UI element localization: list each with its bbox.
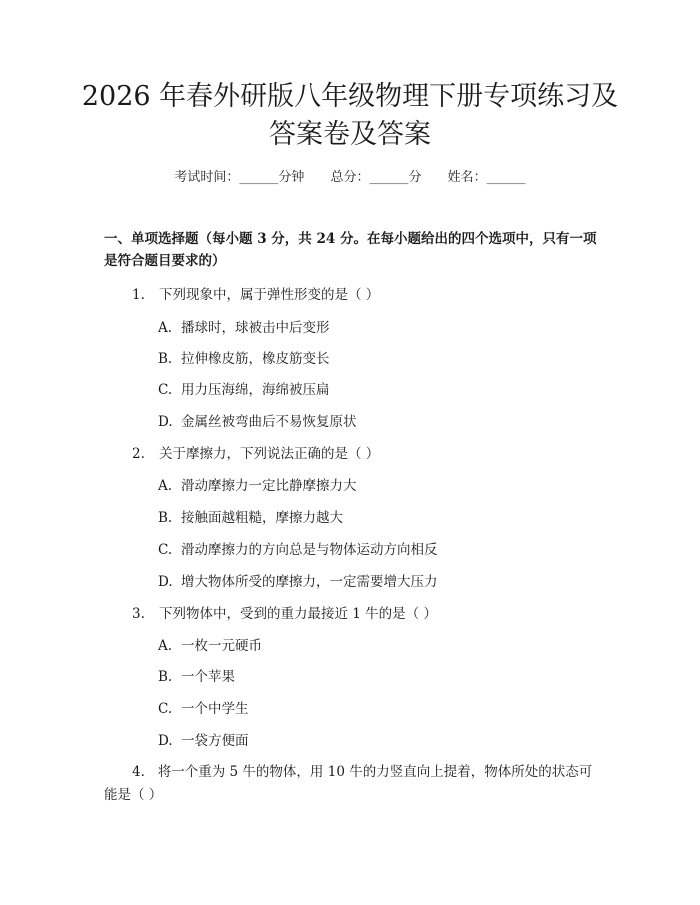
option-text: 增大物体所受的摩擦力，一定需要增大压力 — [181, 574, 438, 590]
question — [132, 602, 437, 622]
option-letter: D. — [158, 733, 173, 749]
option — [158, 347, 330, 367]
option — [158, 538, 438, 558]
score-unit: 分 — [408, 170, 422, 185]
section-heading: 一、单项选择题（每小题 3 分，共 24 分。在每小题给出的四个选项中，只有一项是符合题目要求的） — [104, 231, 597, 269]
question-number: 3. — [132, 606, 145, 622]
option — [158, 697, 249, 717]
option — [158, 634, 262, 654]
option-letter: B. — [158, 510, 173, 526]
option — [158, 729, 249, 749]
option-letter: C. — [158, 542, 173, 558]
time-label: 考试时间： — [174, 170, 240, 185]
option-letter: A. — [158, 320, 173, 336]
question — [132, 442, 379, 462]
option-text: 滑动摩擦力的方向总是与物体运动方向相反 — [181, 542, 438, 558]
option-letter: C. — [158, 382, 173, 398]
option-text: 一个苹果 — [181, 669, 235, 685]
question-number: 2. — [132, 446, 145, 462]
score-label: 总分： — [330, 170, 370, 185]
question-text: 关于摩擦力，下列说法正确的是（ ） — [159, 446, 380, 462]
option-text: 一个中学生 — [181, 701, 249, 717]
option-letter: D. — [158, 574, 173, 590]
option — [158, 378, 330, 398]
option-letter: B. — [158, 669, 173, 685]
question — [104, 761, 600, 807]
title-line-2: 答案卷及答案 — [269, 119, 431, 150]
option-text: 接触面越粗糙，摩擦力越大 — [181, 510, 343, 526]
title-line-1: 2026 年春外研版八年级物理下册专项练习及 — [81, 81, 619, 112]
question-number: 4. — [132, 764, 145, 780]
option-letter: D. — [158, 414, 173, 430]
option — [158, 570, 438, 590]
name-label: 姓名： — [447, 170, 487, 185]
option-text: 滑动摩擦力一定比静摩擦力大 — [181, 478, 357, 494]
option-text: 播球时，球被击中后变形 — [181, 320, 330, 336]
time-unit: 分钟 — [278, 170, 305, 185]
question-text: 将一个重为 5 牛的物体，用 10 牛的力竖直向上提着，物体所处的状态可能是（ ） — [104, 764, 593, 803]
document-title — [0, 78, 700, 154]
question-text: 下列物体中，受到的重力最接近 1 牛的是（ ） — [159, 606, 437, 622]
option-text: 用力压海绵，海绵被压扁 — [181, 382, 330, 398]
option — [158, 506, 343, 526]
score-blank: ______ — [369, 170, 409, 185]
name-blank: ______ — [486, 170, 526, 185]
question-text: 下列现象中，属于弹性形变的是（ ） — [159, 287, 380, 303]
option-letter: A. — [158, 478, 173, 494]
exam-info — [0, 166, 700, 185]
option — [158, 410, 357, 430]
option-letter: A. — [158, 638, 173, 654]
option-text: 一枚一元硬币 — [181, 638, 262, 654]
option — [158, 474, 357, 494]
option-text: 金属丝被弯曲后不易恢复原状 — [181, 414, 357, 430]
option — [158, 665, 235, 685]
option-text: 一袋方便面 — [181, 733, 249, 749]
option-letter: C. — [158, 701, 173, 717]
question-number: 1. — [132, 287, 145, 303]
option-letter: B. — [158, 351, 173, 367]
option-text: 拉伸橡皮筋，橡皮筋变长 — [181, 351, 330, 367]
question — [132, 283, 379, 303]
time-blank: ______ — [239, 170, 279, 185]
option — [158, 316, 330, 336]
